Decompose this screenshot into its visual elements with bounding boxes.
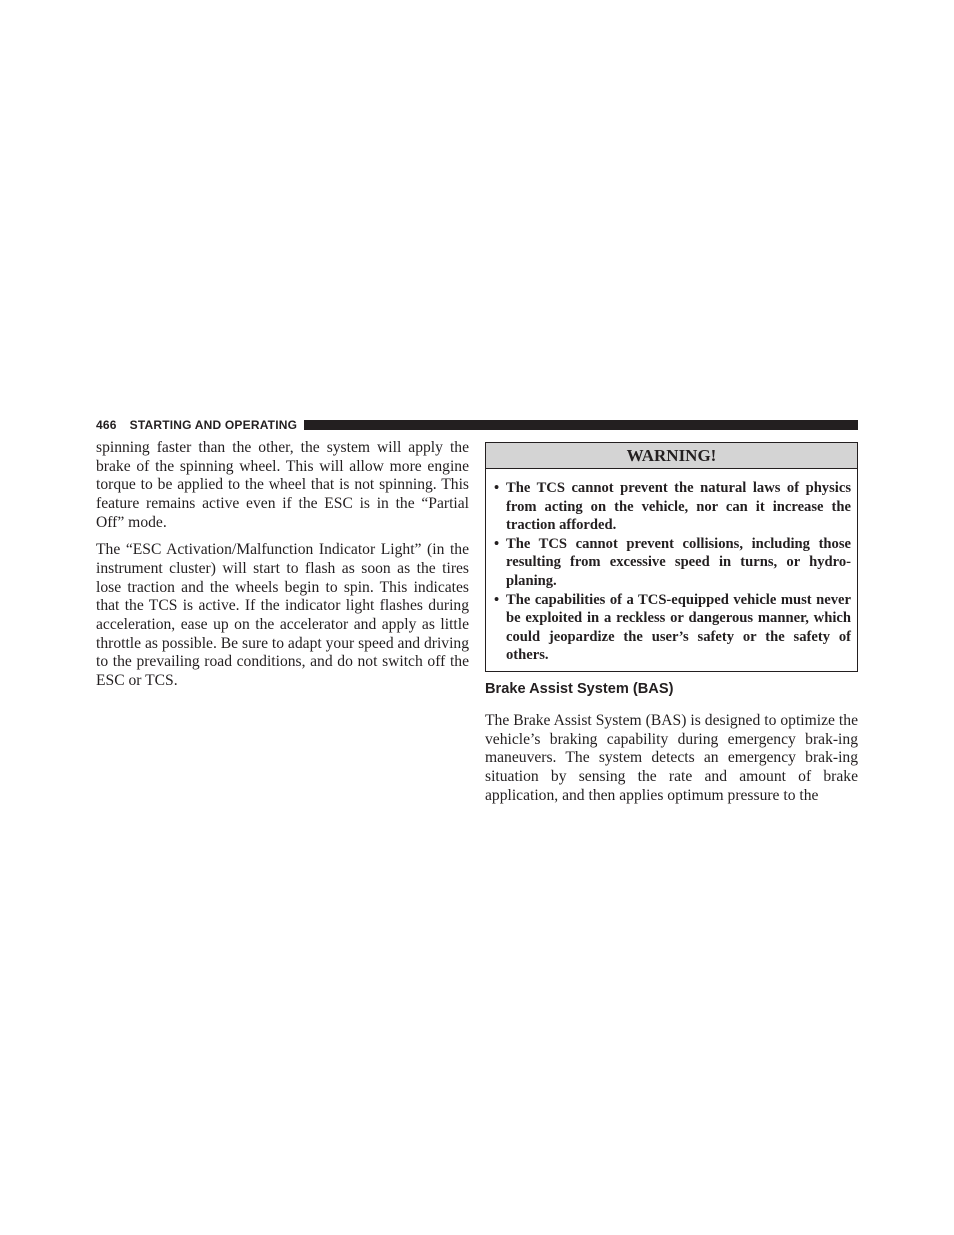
- section-title: STARTING AND OPERATING: [129, 418, 298, 432]
- warning-item-text: The capabilities of a TCS-equipped vehicle must never be exploited in a reckless or dangerous manner, which could jeopardize the user’s safety or the safety of others.: [506, 591, 851, 664]
- right-column: [485, 442, 858, 805]
- bullet-icon: •: [494, 591, 500, 608]
- header-rule: [304, 420, 858, 430]
- left-column: [96, 439, 469, 691]
- warning-item: [494, 535, 851, 591]
- section-heading: Brake Assist System (BAS): [485, 680, 674, 697]
- warning-item-text: The TCS cannot prevent the natural laws of physics from acting on the vehicle, nor can it increase the traction afforded.: [506, 480, 851, 534]
- bullet-icon: •: [494, 480, 500, 496]
- warning-item: [494, 479, 851, 535]
- page-number: 466: [96, 418, 117, 432]
- warning-box: [485, 442, 858, 672]
- warning-title: WARNING!: [486, 443, 857, 469]
- bullet-icon: •: [494, 535, 500, 552]
- warning-item-text: The TCS cannot prevent collisions, including those resulting from excessive speed in turns, or hydro-planing.: [506, 535, 851, 589]
- body-paragraph: The “ESC Activation/Malfunction Indicator Light” (in the instrument cluster) will start to flash as soon as the tires lose traction and the wheels begin to spin. This indicates that the TCS is active. If the indicator light flashes during acceleration, ease up on the accelerator and apply as little throttle as possible. Be sure to adapt your speed and driving to the prevailing road conditions, and do not switch off the ESC or TCS.: [96, 541, 469, 690]
- warning-list: [486, 469, 857, 671]
- body-paragraph: spinning faster than the other, the system will apply the brake of the spinning wheel. This will allow more engine torque to be applied to the wheel that is not spinning. This feature remains active even if the ESC is in the “Partial Off” mode.: [96, 439, 469, 531]
- warning-item: [494, 591, 851, 665]
- body-paragraph: The Brake Assist System (BAS) is designed to optimize the vehicle’s braking capability during emergency brak-ing maneuvers. The system detects an emergency brak-ing situation by sensing the rate and amount of brake application, and then applies optimum pressure to the: [485, 711, 858, 804]
- page-header: [96, 417, 858, 433]
